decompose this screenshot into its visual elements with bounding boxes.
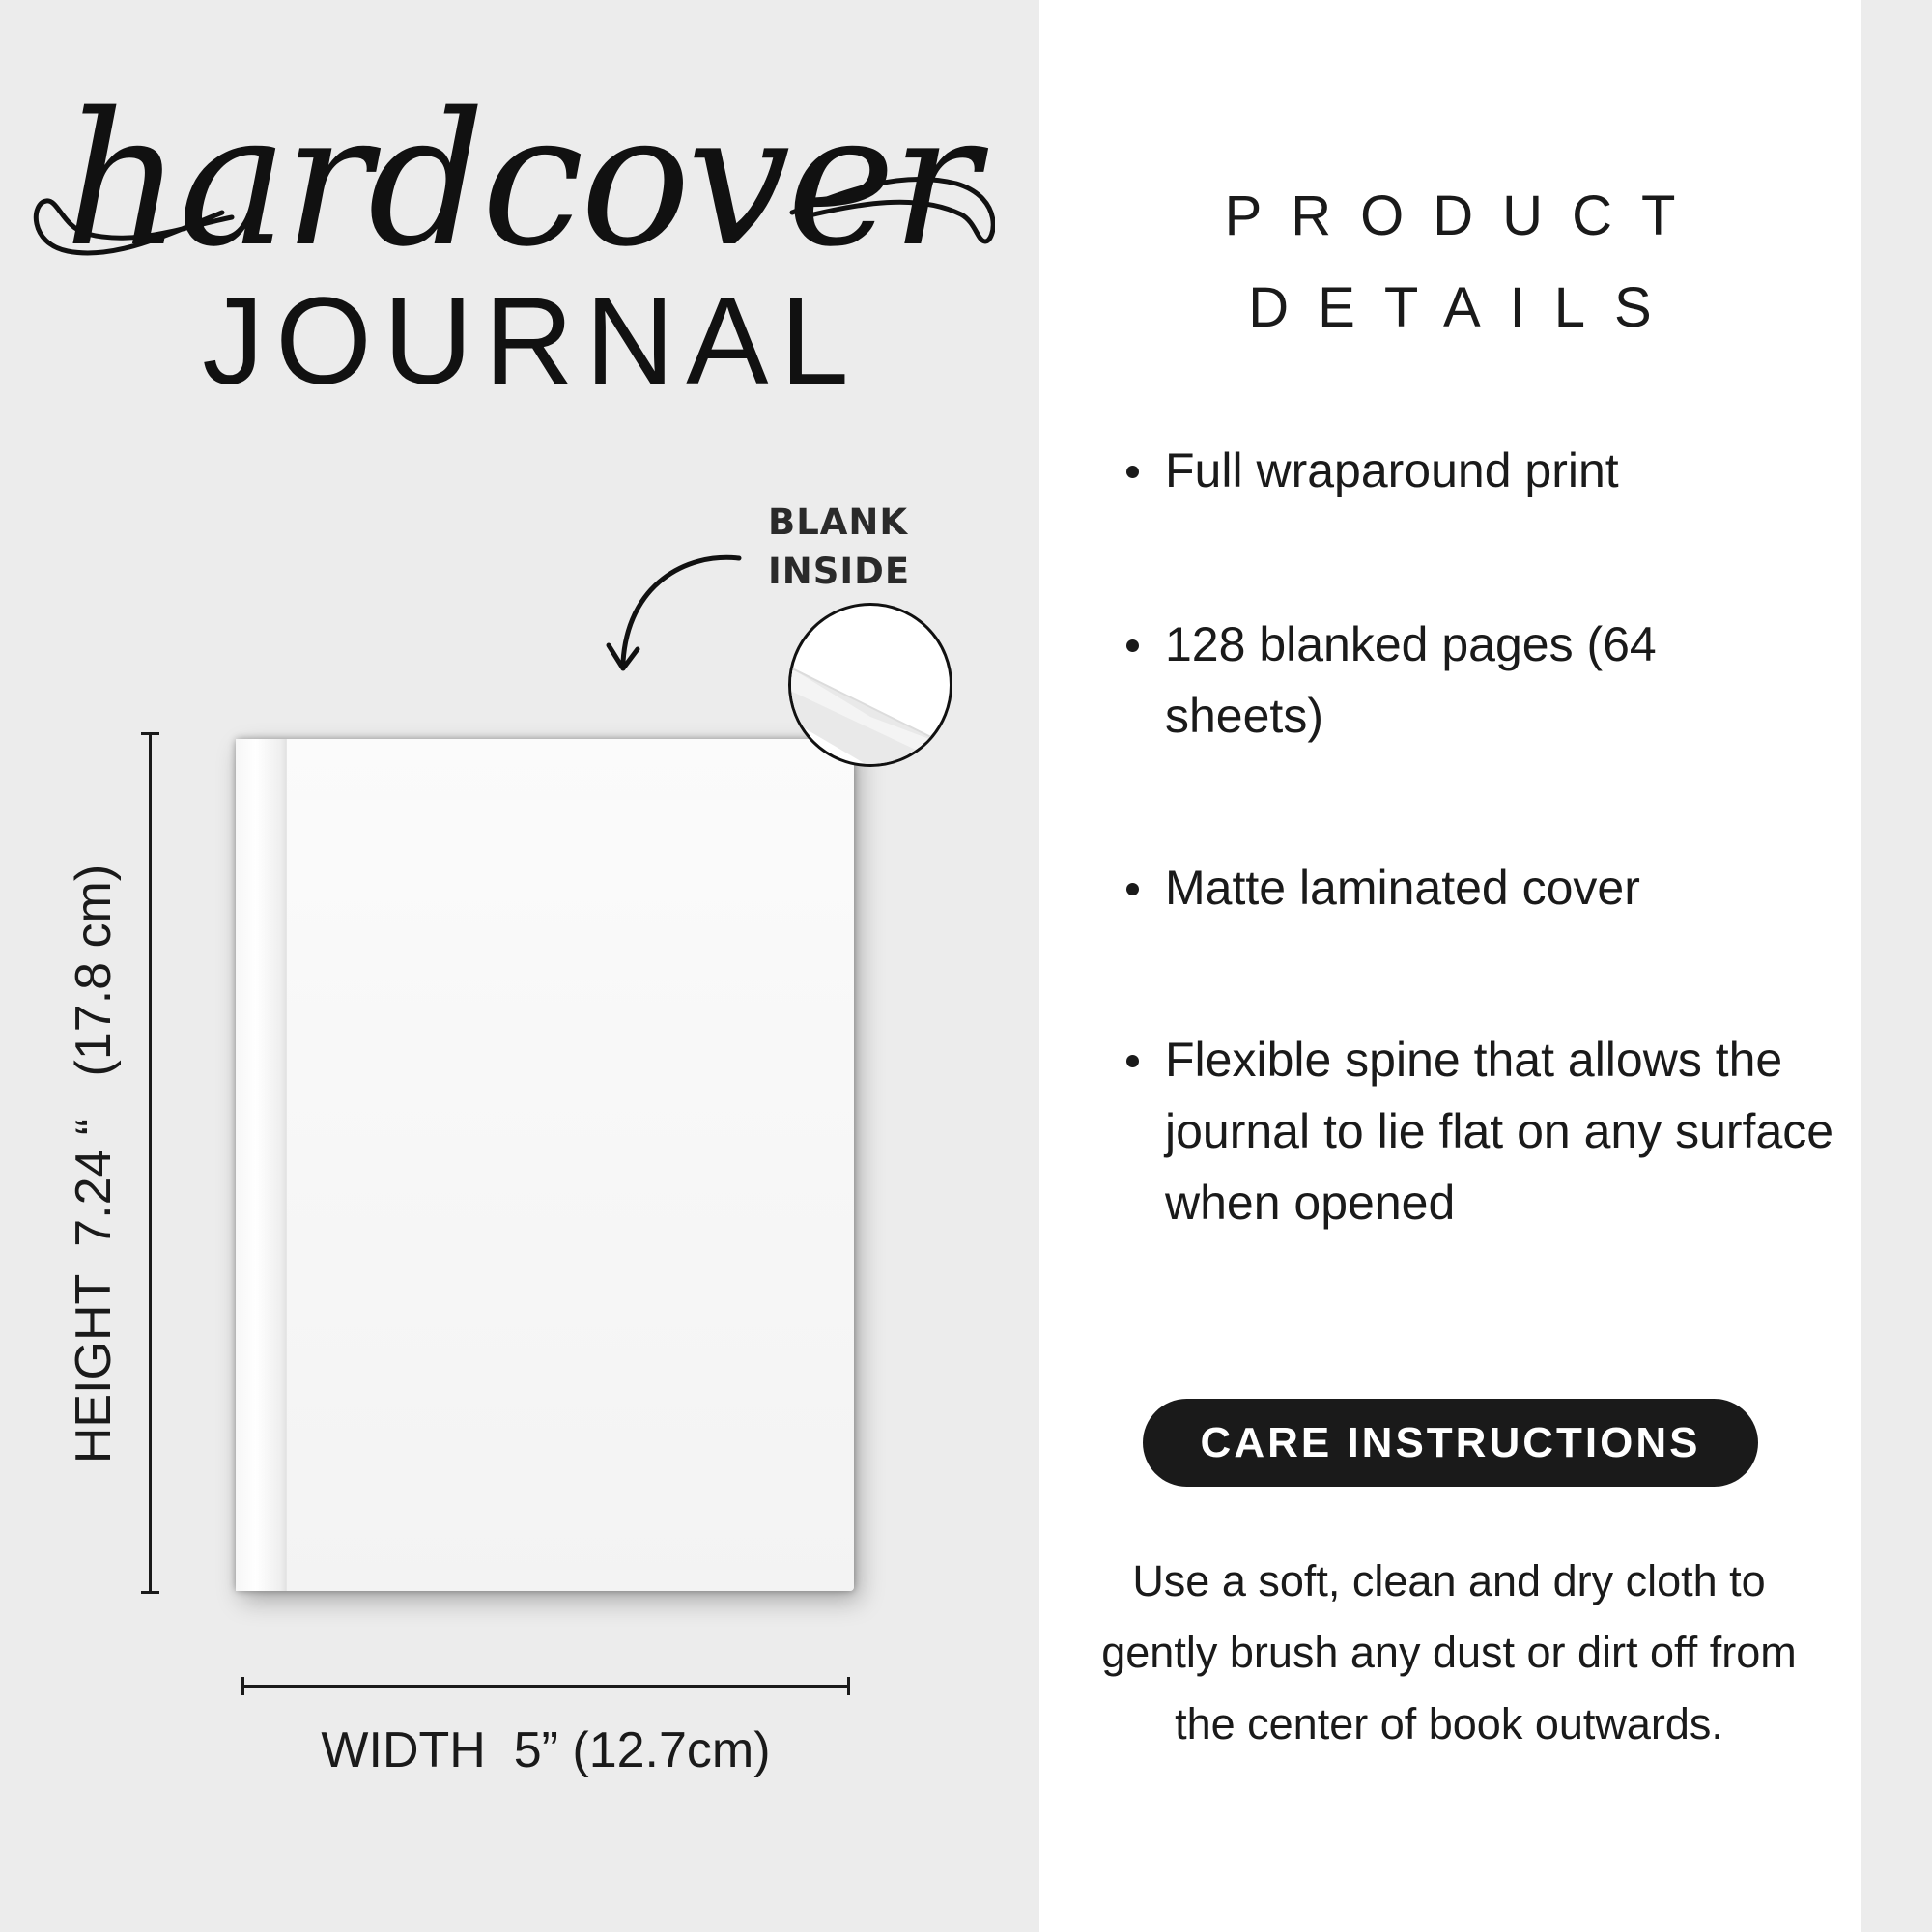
curved-arrow-icon <box>599 541 763 686</box>
width-dimension-line <box>242 1685 850 1688</box>
product-details-heading-line2: DETAILS <box>1248 276 1681 339</box>
feature-item: 128 blanked pages (64 sheets) <box>1121 609 1667 752</box>
care-instructions-badge: CARE INSTRUCTIONS <box>1143 1399 1758 1487</box>
blank-label-line2: INSIDE <box>768 551 911 592</box>
feature-item: Full wraparound print <box>1121 435 1832 506</box>
blank-label-line1: BLANK <box>768 501 909 543</box>
feature-item: Flexible spine that allows the journal to lie flat on any surface when opened <box>1121 1024 1851 1238</box>
book-spine <box>236 739 287 1591</box>
edge-strip <box>1861 0 1932 1932</box>
width-line-cap-left <box>242 1677 244 1695</box>
width-label: WIDTH 5” (12.7cm) <box>321 1722 771 1778</box>
height-line-cap-top <box>141 732 159 735</box>
title-block: JOURNAL <box>202 272 861 411</box>
page-zoom-circle <box>788 603 952 767</box>
height-label: HEIGHT 7.24 “ (17.8 cm) <box>66 864 122 1464</box>
title-script: hardcover <box>64 73 976 287</box>
journal-book-image <box>236 739 854 1591</box>
feature-item: Matte laminated cover <box>1121 852 1832 923</box>
height-line-cap-bottom <box>141 1591 159 1594</box>
blank-inside-label <box>768 497 923 596</box>
width-line-cap-right <box>847 1677 850 1695</box>
page-corner-icon <box>788 603 952 767</box>
product-details-heading-line1: PRODUCT <box>1224 185 1705 247</box>
height-dimension-line <box>149 734 152 1594</box>
care-instructions-text: Use a soft, clean and dry cloth to gently brush any dust or dirt off from the center of book outwards. <box>1101 1556 1797 1748</box>
